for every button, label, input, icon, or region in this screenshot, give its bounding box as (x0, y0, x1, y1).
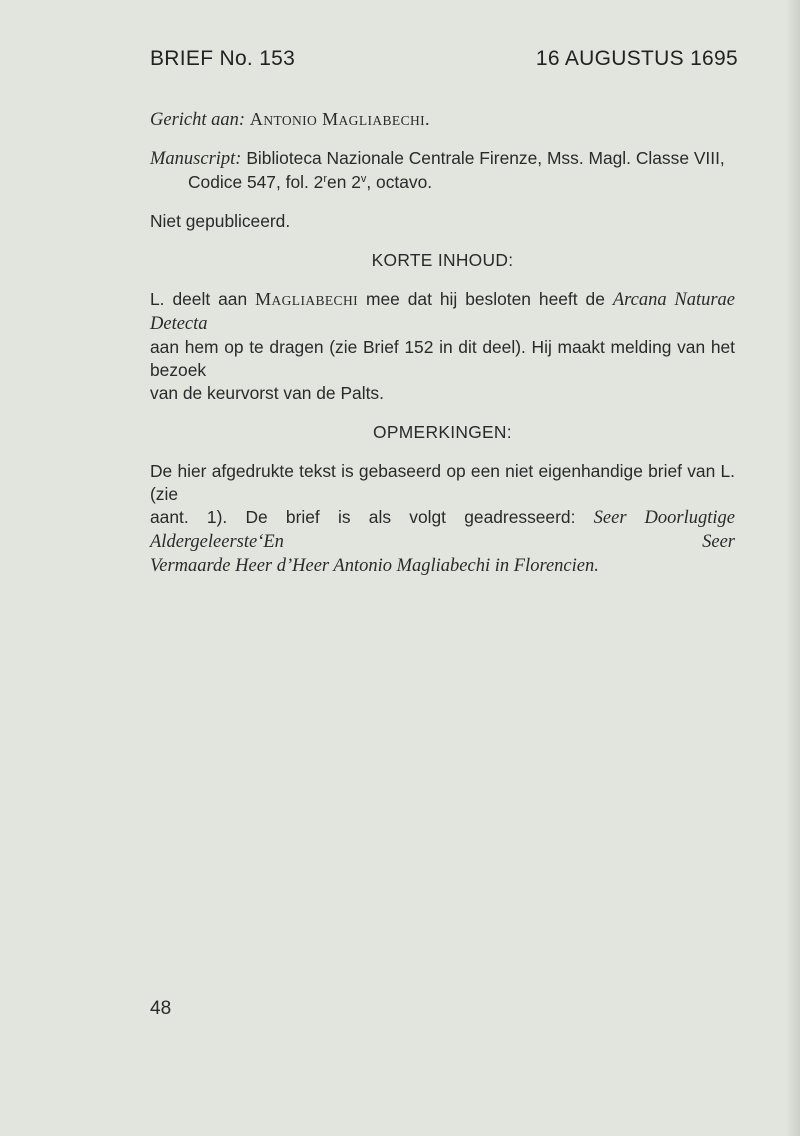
remarks-line-2: aant. 1). De brief is als volgt geadresseerd: Seer Doorlugtige Aldergeleerste‘En Seer (150, 507, 735, 552)
addressee-line (150, 108, 735, 132)
manuscript-codex-line: Codice 547, fol. 2$^r$en 2$^v$, octavo. (188, 172, 433, 192)
summary-line-2: aan hem op te dragen (zie Brief 152 in dit deel). Hij maakt melding van het bezoek (150, 337, 735, 380)
header-letter-number: BRIEF No. 153 (150, 47, 296, 70)
summary-line-3: van de keurvorst van de Palts. (150, 383, 384, 403)
manuscript-line (150, 147, 735, 171)
remarks-heading: OPMERKINGEN: (373, 422, 512, 442)
publication-status: Niet gepubliceerd. (150, 211, 291, 231)
header-date: 16 AUGUSTUS 1695 (535, 47, 738, 70)
manuscript-label: Manuscript: (150, 149, 242, 169)
page-number: 48 (150, 998, 172, 1019)
summary-heading: KORTE INHOUD: (371, 250, 514, 270)
letter-metadata (150, 108, 735, 578)
remarks-line-1: De hier afgedrukte tekst is gebaseerd op een niet eigenhandige brief van L. (zie (150, 461, 735, 504)
addressee-name: ANTONIO MAGLIABECHI. (249, 109, 430, 129)
remarks-line-3: Vermaarde Heer d’Heer Antonio Magliabechi in Florencien. (150, 556, 599, 576)
summary-line-1: L. deelt aan MAGLIABECHI mee dat hij besloten heeft de Arcana Naturae Detecta (150, 289, 736, 334)
addressee-label: Gericht aan: (150, 110, 246, 130)
running-header (150, 47, 738, 71)
page-edge-shadow (786, 0, 800, 1136)
manuscript-location: Biblioteca Nazionale Centrale Firenze, Mss. Magl. Classe VIII, (246, 148, 725, 168)
